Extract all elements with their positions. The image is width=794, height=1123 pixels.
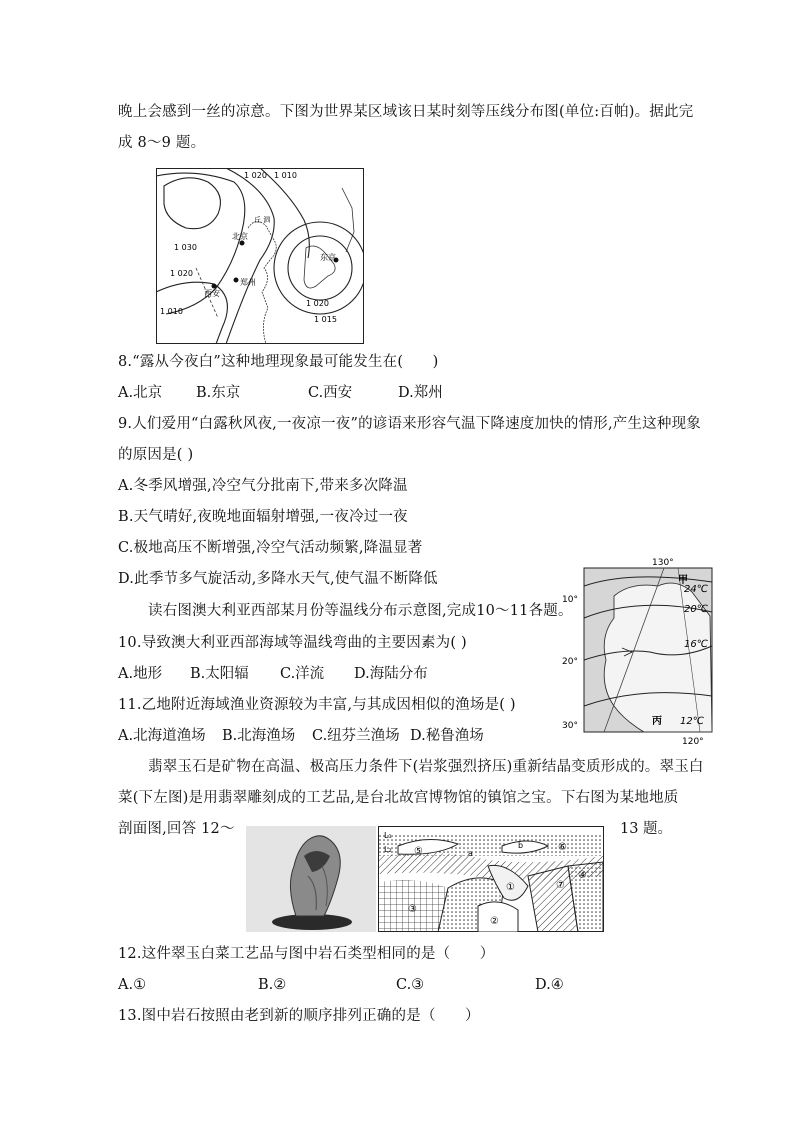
jade-line-3-left: 剖面图,回答 12～ xyxy=(118,821,235,837)
q10-option-b: B.太阳辐 xyxy=(190,666,249,682)
city-zhengzhou: 郑州 xyxy=(240,278,256,287)
q10-stem: 10.导致澳大利亚西部海域等温线弯曲的主要因素为( ) xyxy=(118,635,467,651)
q11-option-c: C.纽芬兰渔场 xyxy=(312,728,400,744)
q11-option-b: B.北海渔场 xyxy=(222,728,296,744)
isobar-label: 1 015 xyxy=(314,315,337,324)
rock-label: ③ xyxy=(408,904,417,915)
q12-stem: 12.这件翠玉白菜工艺品与图中岩石类型相同的是（ ） xyxy=(118,946,495,962)
intro-line-2: 成 8～9 题。 xyxy=(118,135,206,151)
q9-stem-line-1: 9.人们爱用“白露秋风夜,一夜凉一夜”的谚语来形容气温下降速度加快的情形,产生这种现象 xyxy=(118,416,701,432)
layer-label: L₂ xyxy=(384,845,392,854)
lat-label: 30° xyxy=(562,721,578,731)
geological-section xyxy=(378,826,604,932)
q8-stem: 8.“露从今夜白”这种地理现象最可能发生在( ) xyxy=(118,354,439,370)
rock-label: ⑦ xyxy=(556,880,565,891)
lat-label: 10° xyxy=(562,595,578,605)
isobar-label: 1 020 xyxy=(244,171,267,180)
jade-line-3-right: 13 题。 xyxy=(620,821,673,837)
isobar-label: 1 020 xyxy=(306,299,329,308)
q8-option-a: A.北京 xyxy=(118,385,163,401)
jade-cabbage-photo xyxy=(246,826,376,932)
q9-stem-line-2: 的原因是( ) xyxy=(118,447,194,463)
rock-label: a xyxy=(468,849,473,858)
isobar-map xyxy=(156,168,364,344)
place-jia: 甲 xyxy=(678,575,688,586)
q8-option-d: D.郑州 xyxy=(398,385,443,401)
city-beijing: 北京 xyxy=(232,232,248,241)
rock-label: b xyxy=(518,841,524,850)
city-xian: 西安 xyxy=(204,289,220,298)
isotherm-label: 12℃ xyxy=(680,716,704,727)
rock-label: ⑤ xyxy=(414,846,423,857)
rock-label: ④ xyxy=(578,870,587,881)
q12-option-d: D.④ xyxy=(535,977,564,993)
q9-option-a: A.冬季风增强,冷空气分批南下,带来多次降温 xyxy=(118,478,408,494)
lon-label-top: 130° xyxy=(652,558,674,568)
q9-option-c: C.极地高压不断增强,冷空气活动频繁,降温显著 xyxy=(118,540,423,556)
isobar-label: 1 010 xyxy=(160,307,183,316)
q11-option-d: D.秘鲁渔场 xyxy=(410,728,484,744)
q12-option-c: C.③ xyxy=(396,977,425,993)
q13-stem: 13.图中岩石按照由老到新的顺序排列正确的是（ ） xyxy=(118,1008,480,1024)
q8-option-b: B.东京 xyxy=(196,385,241,401)
australia-isotherm-map xyxy=(560,556,720,746)
isobar-label: 1 010 xyxy=(274,171,297,180)
q10-option-c: C.洋流 xyxy=(280,666,325,682)
city-tokyo: 东京 xyxy=(320,253,336,262)
q12-option-b: B.② xyxy=(258,977,287,993)
isobar-label: 1 030 xyxy=(174,243,197,252)
map-fragment-label: 丘 泗 xyxy=(254,216,271,224)
q9-option-b: B.天气晴好,夜晚地面辐射增强,一夜冷过一夜 xyxy=(118,509,408,525)
q9-option-d: D.此季节多气旋活动,多降水天气,使气温不断降低 xyxy=(118,571,438,587)
rock-label: ① xyxy=(506,882,515,893)
aus-intro: 读右图澳大利亚西部某月份等温线分布示意图,完成10～11各题。 xyxy=(148,603,573,619)
isotherm-label: 24℃ xyxy=(684,584,708,595)
lon-label-bottom: 120° xyxy=(682,737,704,746)
rock-label: ② xyxy=(490,916,499,927)
q10-option-d: D.海陆分布 xyxy=(354,666,428,682)
lat-label: 20° xyxy=(562,657,578,667)
q11-option-a: A.北海道渔场 xyxy=(118,728,206,744)
jade-line-2: 菜(下左图)是用翡翠雕刻成的工艺品,是台北故宫博物馆的镇馆之宝。下右图为某地地质 xyxy=(118,790,679,806)
intro-line-1: 晚上会感到一丝的凉意。下图为世界某区域该日某时刻等压线分布图(单位:百帕)。据此完 xyxy=(118,104,694,120)
q12-option-a: A.① xyxy=(118,977,147,993)
place-bing: 丙 xyxy=(652,716,662,727)
isotherm-label: 20℃ xyxy=(684,604,708,615)
layer-label: L₁ xyxy=(384,831,392,840)
q8-option-c: C.西安 xyxy=(308,385,353,401)
jade-line-1: 翡翠玉石是矿物在高温、极高压力条件下(岩浆强烈挤压)重新结晶变质形成的。翠玉白 xyxy=(148,759,704,775)
isobar-label: 1 020 xyxy=(170,269,193,278)
isotherm-label: 16℃ xyxy=(684,639,708,650)
rock-label: ⑥ xyxy=(558,842,567,853)
q10-option-a: A.地形 xyxy=(118,666,163,682)
q11-stem: 11.乙地附近海域渔业资源较为丰富,与其成因相似的渔场是( ) xyxy=(118,697,516,713)
